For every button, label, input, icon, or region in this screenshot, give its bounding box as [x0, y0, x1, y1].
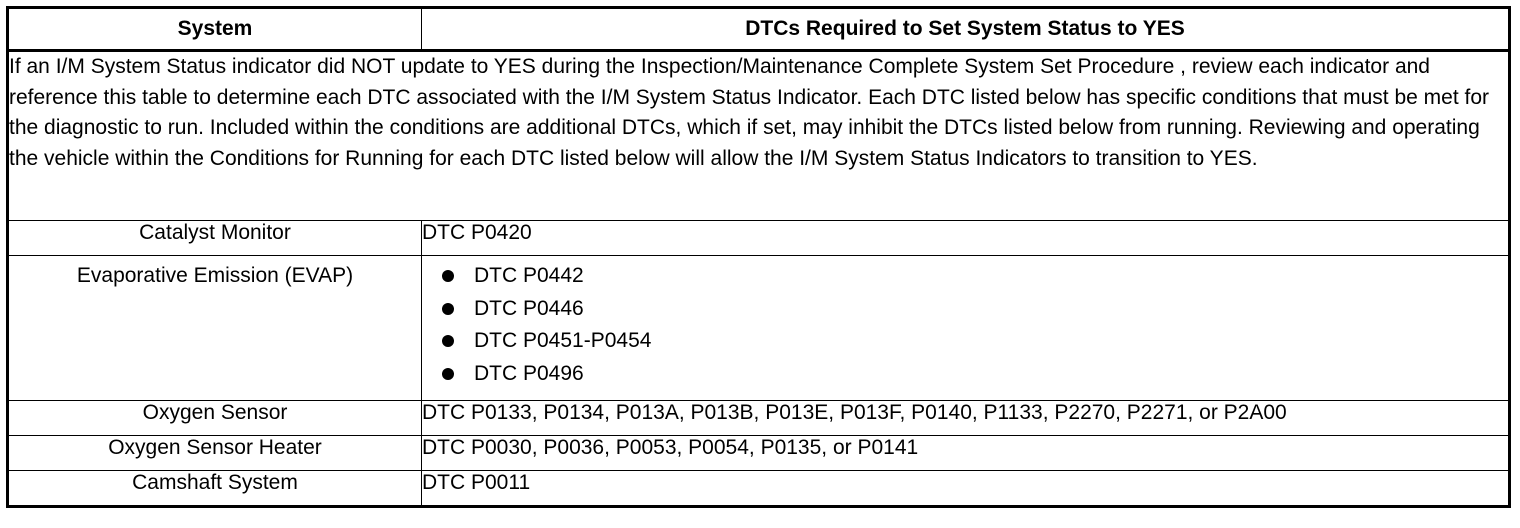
bullet-icon: [442, 368, 454, 380]
table-row: [8, 256, 1510, 401]
dtc-bullet-list: [422, 256, 1508, 390]
list-item: [442, 293, 1508, 326]
dtc-cell: DTC P0420: [422, 221, 1510, 256]
table-row: [8, 401, 1510, 436]
dtc-system-status-table: [6, 6, 1511, 508]
dtc-cell: DTC P0030, P0036, P0053, P0054, P0135, or P0141: [422, 436, 1510, 471]
system-cell: Oxygen Sensor: [8, 401, 422, 436]
intro-text: If an I/M System Status indicator did NOT update to YES during the Inspection/Maintenance Complete System Set Procedure , review each indicator and reference this table to determine each DTC associated with the I/M System Status Indicator. Each DTC listed below has specific conditions that must be met for the diagnostic to run. Included within the conditions are additional DTCs, which if set, may inhibit the DTCs listed below from running. Reviewing and operating the vehicle within the Conditions for Running for each DTC listed below will allow the I/M System Status Indicators to transition to YES.: [8, 51, 1510, 221]
header-dtcs: DTCs Required to Set System Status to YES: [422, 8, 1510, 51]
bullet-icon: [442, 270, 454, 282]
table-row: [8, 471, 1510, 507]
list-item: [442, 358, 1508, 391]
bullet-icon: [442, 335, 454, 347]
dtc-code: DTC P0451-P0454: [474, 329, 652, 353]
intro-row: [8, 51, 1510, 221]
list-item: [442, 325, 1508, 358]
system-cell: Oxygen Sensor Heater: [8, 436, 422, 471]
table-row: [8, 436, 1510, 471]
system-cell: Catalyst Monitor: [8, 221, 422, 256]
dtc-cell: DTC P0133, P0134, P013A, P013B, P013E, P013F, P0140, P1133, P2270, P2271, or P2A00: [422, 401, 1510, 436]
table-header-row: [8, 8, 1510, 51]
list-item: [442, 260, 1508, 293]
header-system: System: [8, 8, 422, 51]
dtc-code: DTC P0442: [474, 264, 584, 288]
dtc-list-cell: [422, 256, 1510, 401]
dtc-code: DTC P0446: [474, 296, 584, 320]
dtc-cell: DTC P0011: [422, 471, 1510, 507]
dtc-table-container: [6, 6, 1511, 508]
system-cell: Evaporative Emission (EVAP): [8, 256, 422, 401]
bullet-icon: [442, 303, 454, 315]
table-row: [8, 221, 1510, 256]
dtc-code: DTC P0496: [474, 361, 584, 385]
system-cell: Camshaft System: [8, 471, 422, 507]
